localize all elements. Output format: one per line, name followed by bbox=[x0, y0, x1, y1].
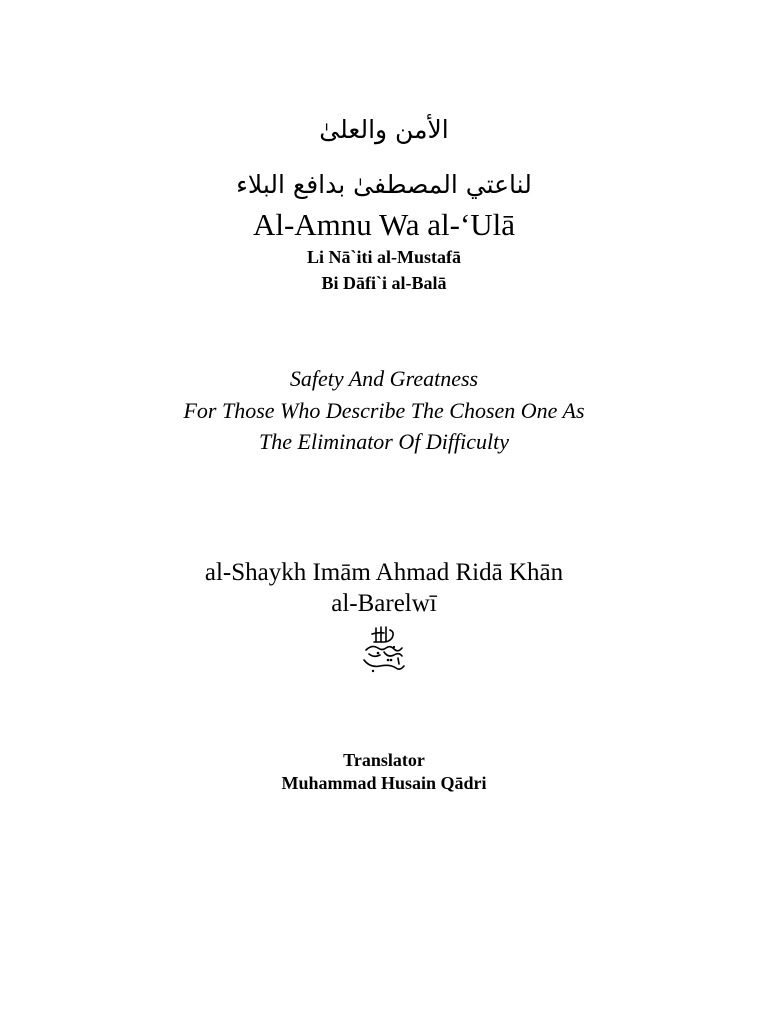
radiyallahu-anhu-calligraphy-icon bbox=[358, 624, 410, 676]
author-name-line-1: al-Shaykh Imām Ahmad Ridā Khān bbox=[204, 559, 564, 586]
translator-label: Translator bbox=[343, 750, 425, 770]
transliterated-subtitle-line-2: Bi Dāfi`i al-Balā bbox=[321, 273, 447, 293]
english-title-line-1: Safety And Greatness bbox=[289, 366, 479, 391]
honorific-calligraphy bbox=[0, 624, 768, 676]
arabic-subtitle: لناعتي المصطفىٰ بدافع البلاء bbox=[236, 170, 532, 199]
transliterated-title: Al-Amnu Wa al-‘Ulā bbox=[252, 207, 516, 242]
author-name-line-2: al-Barelwī bbox=[331, 590, 437, 617]
translator-name: Muhammad Husain Qādri bbox=[281, 773, 487, 793]
english-title-line-2: For Those Who Describe The Chosen One As bbox=[183, 398, 585, 423]
transliterated-subtitle-line-1: Li Nā`iti al-Mustafā bbox=[307, 247, 461, 267]
arabic-title: الأمن والعلىٰ bbox=[319, 115, 449, 144]
english-title-line-3: The Eliminator Of Difficulty bbox=[259, 429, 509, 454]
